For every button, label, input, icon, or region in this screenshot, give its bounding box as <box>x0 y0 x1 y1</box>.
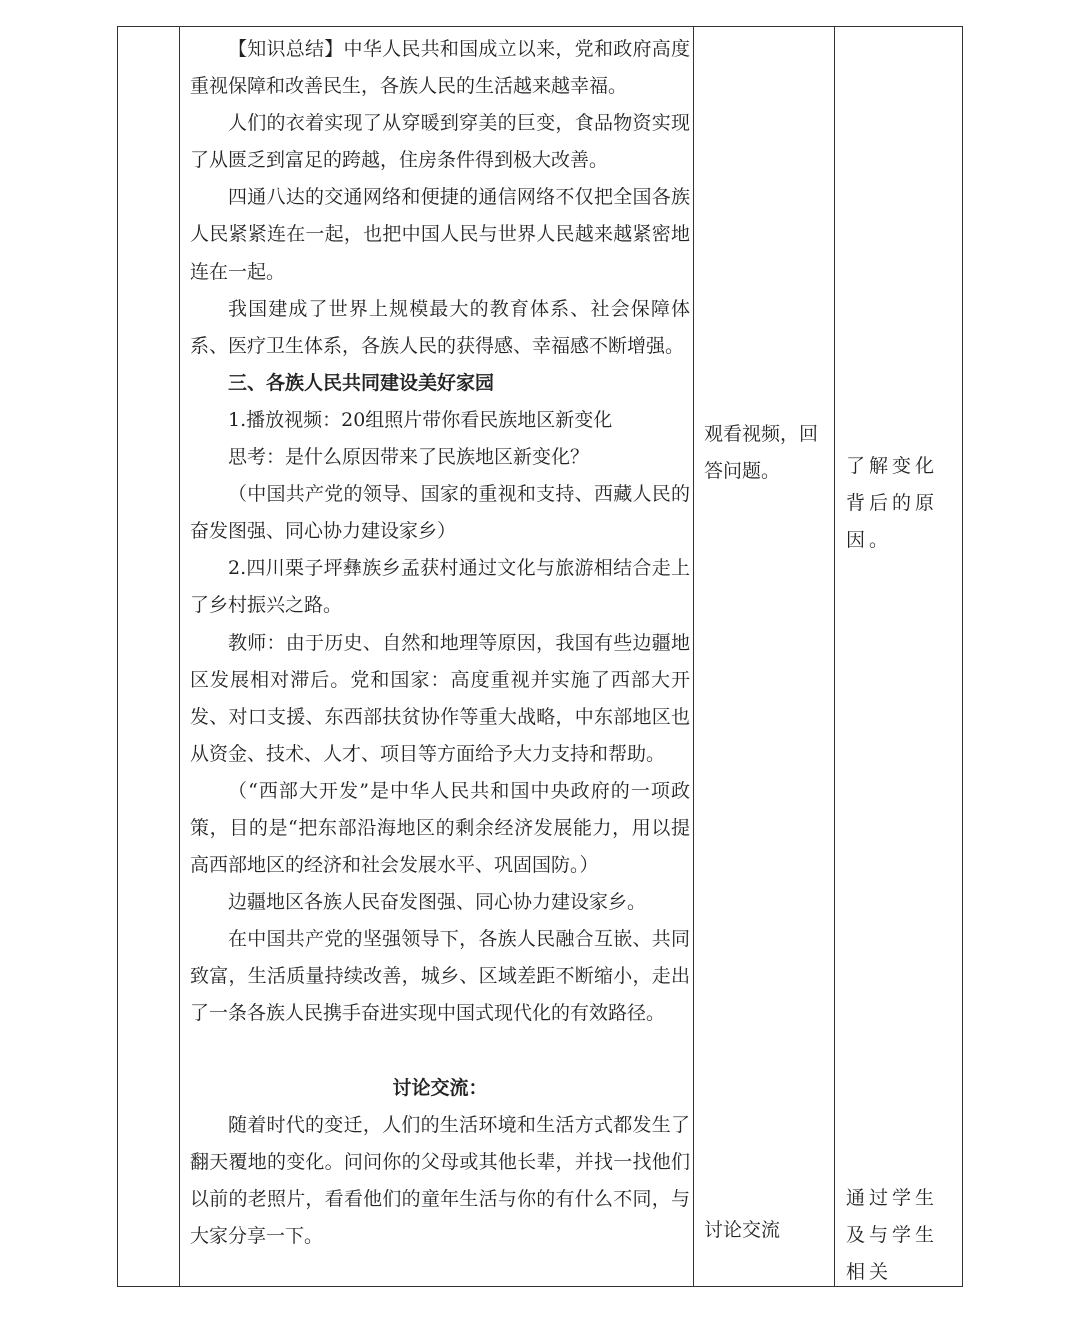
spacer <box>190 1033 690 1070</box>
village-case-item: 2.四川栗子坪彝族乡孟获村通过文化与旅游相结合走上了乡村振兴之路。 <box>190 557 690 617</box>
western-development-note: （“西部大开发”是中华人民共和国中央政府的一项政策，目的是“把东部沿海地区的剩余经济发展能力，用以提高西部地区的经济和社会发展水平、巩固国防。） <box>190 779 690 877</box>
clothing-food-housing-paragraph: 人们的衣着实现了从穿暖到穿美的巨变，食品物资实现了从匮乏到富足的跨越，住房条件得到极大改善。 <box>190 112 690 172</box>
education-security-paragraph: 我国建成了世界上规模最大的教育体系、社会保障体系、医疗卫生体系，各族人民的获得感、幸福感不断增强。 <box>190 297 690 357</box>
teaching-content-cell <box>190 31 690 1255</box>
lesson-table <box>117 26 963 1287</box>
party-leadership-paragraph: 在中国共产党的坚强领导下，各族人民融合互嵌、共同致富，生活质量持续改善，城乡、区域差距不断缩小，走出了一条各族人民携手奋进实现中国式现代化的有效路径。 <box>190 928 690 1025</box>
design-intent-1: 了解变化背后的原因。 <box>846 455 939 551</box>
border-regions-paragraph: 边疆地区各族人民奋发图强、同心协力建设家乡。 <box>228 891 647 914</box>
knowledge-summary-paragraph: 【知识总结】中华人民共和国成立以来，党和政府高度重视保障和改善民生，各族人民的生活越来越幸福。 <box>190 38 690 98</box>
think-question: 思考：是什么原因带来了民族地区新变化？ <box>228 446 590 469</box>
column-divider-2 <box>693 27 694 1286</box>
student-activity-1: 观看视频，回答问题。 <box>704 423 819 482</box>
transport-communication-paragraph: 四通八达的交通网络和便捷的通信网络不仅把全国各族人民紧紧连在一起，也把中国人民与世界人民越来越紧密地连在一起。 <box>190 186 690 283</box>
teacher-explanation: 教师：由于历史、自然和地理等原因，我国有些边疆地区发展相对滞后。党和国家：高度重视并实施了西部大开发、对口支援、东西部扶贫协作等重大战略，中东部地区也从资金、技术、人才、项目等方面给予大力支持和帮助。 <box>190 631 690 765</box>
discussion-heading: 讨论交流： <box>392 1076 488 1099</box>
think-answer: （中国共产党的领导、国家的重视和支持、西藏人民的奋发图强、同心协力建设家乡） <box>190 483 690 543</box>
section-heading: 三、各族人民共同建设美好家园 <box>228 371 495 394</box>
student-activity-2: 讨论交流 <box>704 1219 781 1241</box>
column-divider-1 <box>179 27 180 1286</box>
discussion-paragraph: 随着时代的变迁，人们的生活环境和生活方式都发生了翻天覆地的变化。问问你的父母或其他长辈，并找一找他们以前的老照片，看看他们的童年生活与你的有什么不同，与大家分享一下。 <box>190 1113 690 1247</box>
video-item: 1.播放视频：20组照片带你看民族地区新变化 <box>228 408 613 431</box>
design-intent-2: 通过学生及与学生相关 <box>846 1187 939 1283</box>
column-divider-3 <box>834 27 835 1286</box>
